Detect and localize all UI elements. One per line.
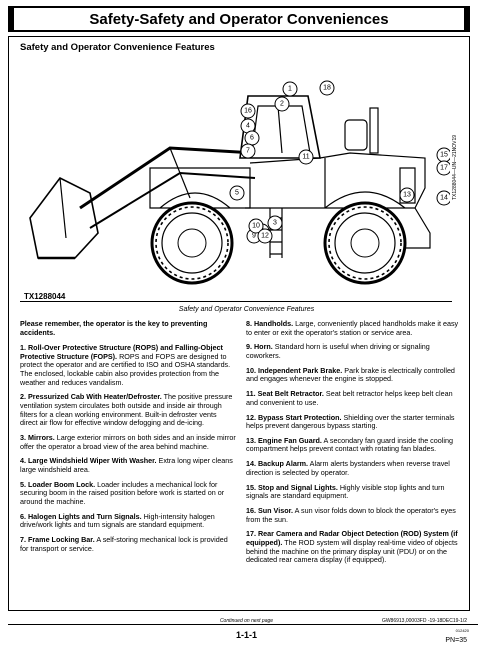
feature-title: 3. Mirrors. <box>20 432 55 442</box>
callout-10: 10 <box>252 222 260 230</box>
section-title: Safety and Operator Convenience Features <box>20 42 215 53</box>
feature-text: Extra long wiper cleans large windshield area. <box>20 456 233 474</box>
feature-item <box>246 460 462 477</box>
callout-2: 2 <box>280 100 284 108</box>
callout-15: 15 <box>440 151 448 159</box>
feature-text: Shielding over the starter terminals helps prevent dangerous bypass starting. <box>246 412 455 431</box>
feature-text: ROPS and FOPS are designed to protect the operator and are certified to ISO and OSHA standards. The enclosed, lockable cabin also provides protection from the weather and reduces vandalism. <box>20 351 231 387</box>
page-number: 1-1-1 <box>235 630 257 640</box>
feature-item <box>20 434 236 451</box>
feature-text: A sun visor folds down to block the operator's eyes from the sun. <box>246 506 456 524</box>
feature-item <box>20 393 236 427</box>
feature-item <box>246 367 462 384</box>
left-column <box>20 320 236 559</box>
feature-text: A self-storing mechanical lock is provided for transport or service. <box>20 535 228 553</box>
figure-id: TX1288044 <box>24 292 66 301</box>
feature-title: 5. Loader Boom Lock. <box>20 479 96 489</box>
callout-1: 1 <box>288 85 292 93</box>
feature-title: 4. Large Windshield Wiper With Washer. <box>20 456 157 466</box>
feature-title: 13. Engine Fan Guard. <box>246 435 322 445</box>
feature-item <box>20 457 236 474</box>
callout-6: 6 <box>250 134 254 142</box>
feature-text: The ROD system will display real-time video of objects behind the machine on the primary display unit (PDU) or on the dedicated rear camera display (if equipped). <box>246 537 458 565</box>
continued-note: Continued on next page <box>219 618 274 624</box>
intro-text: Please remember, the operator is the key to preventing accidents. <box>20 319 208 337</box>
callout-5: 5 <box>235 189 239 197</box>
feature-item <box>20 513 236 530</box>
feature-item <box>246 343 462 360</box>
feature-item <box>246 437 462 454</box>
feature-item <box>246 414 462 431</box>
feature-title: 9. Horn. <box>246 342 273 352</box>
feature-text: The positive pressure ventilation system circulates both outside and inside air through filters for a clean working environment. Built-in defroster vents direct air flow for effective window defogging and de-icing. <box>20 392 233 428</box>
date-code: 012420 <box>455 628 469 633</box>
callout-11: 11 <box>302 153 310 161</box>
callout-13: 13 <box>403 191 411 199</box>
callout-16: 16 <box>244 107 252 115</box>
feature-text: Standard horn is useful when driving or signaling coworkers. <box>246 342 430 360</box>
feature-item <box>20 481 236 507</box>
feature-title: 6. Halogen Lights and Turn Signals. <box>20 511 142 521</box>
callout-18: 18 <box>323 84 331 92</box>
feature-text: Alarm alerts bystanders when reverse travel direction is selected by operator. <box>246 459 450 477</box>
callout-12: 12 <box>261 232 269 240</box>
callout-7: 7 <box>246 147 250 155</box>
feature-item <box>246 507 462 524</box>
page-title: Safety-Safety and Operator Conveniences <box>14 8 464 30</box>
feature-item <box>246 484 462 501</box>
feature-item <box>20 344 236 387</box>
footer-divider <box>8 624 478 625</box>
feature-text: Large, conveniently placed handholds make it easy to enter or exit the operator's station or service area. <box>246 319 459 337</box>
feature-item <box>246 320 462 337</box>
feature-item <box>246 390 462 407</box>
callout-3: 3 <box>273 219 277 227</box>
figure-side-code: TX1288044—UN—21NOV19 <box>452 134 458 200</box>
feature-title: 14. Backup Alarm. <box>246 459 309 469</box>
callout-17: 17 <box>440 164 448 172</box>
feature-text: Large exterior mirrors on both sides and an inside mirror offer the operator a broad view of the area behind machine. <box>20 432 236 451</box>
feature-text: Seat belt retractor helps keep belt clean and convenient to use. <box>246 389 453 407</box>
callout-4: 4 <box>246 122 250 130</box>
feature-title: 16. Sun Visor. <box>246 506 294 515</box>
callout-9: 9 <box>252 232 256 240</box>
feature-item <box>20 536 236 553</box>
figure-divider <box>20 301 452 302</box>
feature-title: 10. Independent Park Brake. <box>246 365 343 375</box>
figure-caption: Safety and Operator Convenience Features <box>178 306 315 313</box>
pn-number: PN=35 <box>445 637 467 644</box>
callout-14: 14 <box>440 194 448 202</box>
feature-title: 12. Bypass Start Protection. <box>246 412 342 422</box>
feature-title: 2. Pressurized Cab With Heater/Defroster. <box>20 392 162 402</box>
feature-title: 1. Roll-Over Protective Structure (ROPS) and Falling-Object Protective Structure (FOPS). <box>20 343 223 361</box>
feature-text: Loader includes a mechanical lock for securing boom in the raised position before work is started on or around the machine. <box>20 479 225 506</box>
feature-title: 15. Stop and Signal Lights. <box>246 482 338 492</box>
feature-text: High-intensity halogen drive/work lights and turn signals are standard equipment. <box>20 511 215 530</box>
feature-text: A secondary fan guard inside the cooling compartment helps prevent contact with rotating fan blades. <box>246 435 453 454</box>
feature-title: 11. Seat Belt Retractor. <box>246 389 324 399</box>
feature-title: 8. Handholds. <box>246 319 294 328</box>
feature-text: Park brake is electrically controlled and engages whenever the engine is stopped. <box>246 365 455 384</box>
feature-item <box>246 530 462 564</box>
feature-title: 7. Frame Locking Bar. <box>20 535 95 544</box>
right-column <box>246 320 462 571</box>
document-id: GW86913,00003FD -19-18DEC19-1/2 <box>381 618 467 624</box>
feature-text: Highly visible stop lights and turn signals are standard equipment. <box>246 482 445 501</box>
loader-illustration <box>20 58 450 298</box>
feature-title: 17. Rear Camera and Radar Object Detection (ROD) System (if equipped). <box>246 529 458 547</box>
